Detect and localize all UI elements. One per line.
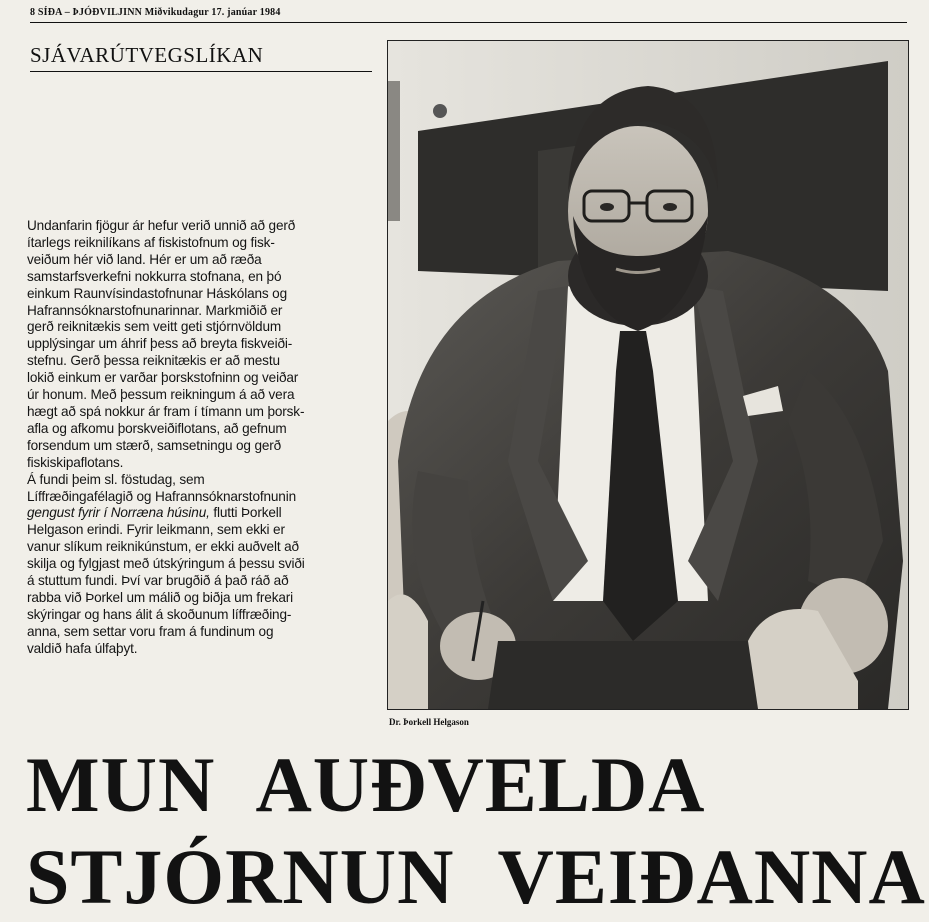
lede-line: hægt að spá nokkur ár fram í tímann um þorsk-	[27, 403, 305, 419]
headline-line-1: MUN AUÐVELDA	[26, 741, 706, 828]
lede-line: samstarfsverkefni nokkurra stofnana, en þó	[27, 268, 282, 284]
lede-line: fiskiskipaflotans.	[27, 454, 124, 470]
lede-italic-text: gengust fyrir í Norræna húsinu,	[27, 505, 210, 521]
lede-line: einkum Raunvísindastofnunar Háskólans og	[27, 285, 287, 301]
lede-line: Helgason erindi. Fyrir leikmann, sem ekki er	[27, 522, 285, 538]
lede-line: anna, sem settar voru fram á fundinum og	[27, 623, 274, 639]
lede-line: veiðum hér við land. Hér er um að ræða	[27, 251, 262, 267]
lede-line: ítarlegs reiknilíkans af fiskistofnum og fisk-	[27, 234, 275, 250]
lede-line: Hafrannsóknarstofnunarinnar. Markmiðið er	[27, 302, 283, 318]
lede-line: gerð reiknitækis sem veitt geti stjórnvöldum	[27, 319, 282, 335]
running-head: 8 SÍÐA – ÞJÓÐVILJINN Miðvikudagur 17. janúar 1984	[30, 7, 281, 18]
lede-line: úr honum. Með þessum reikningum á að vera	[27, 387, 295, 403]
lede-line: Á fundi þeim sl. föstudag, sem	[27, 471, 205, 487]
lede-line: vanur slíkum reiknikúnstum, er ekki auðvelt að	[27, 539, 299, 555]
lede-line: rabba við Þorkel um málið og biðja um frekari	[27, 589, 294, 605]
lede-line: skýringar og hans álit á skoðunum líffræðing-	[27, 606, 292, 622]
headline-line-2: STJÓRNUN VEIÐANNA	[26, 833, 926, 920]
lede-line: forsendum um stærð, samsetningu og gerð	[27, 437, 282, 453]
lede-line: Undanfarin fjögur ár hefur verið unnið að gerð	[27, 218, 296, 233]
lede-line: valdið hafa úlfaþyt.	[27, 640, 138, 656]
lede-paragraph	[27, 218, 377, 658]
kicker-rule	[30, 71, 372, 72]
photo-caption: Dr. Þorkell Helgason	[389, 717, 469, 727]
header-rule	[30, 22, 907, 23]
lede-line: á stuttum fundi. Því var brugðið á það ráð að	[27, 573, 289, 589]
section-kicker: SJÁVARÚTVEGSLÍKAN	[30, 43, 264, 67]
lede-line: afla og afkomu þorskveiðiflotans, að gefnum	[27, 420, 287, 436]
lede-line: skilja og fylgjast með útskýringum á þessu sviði	[27, 556, 305, 572]
lede-line: upplýsingar um áhrif þess að breyta fiskveiði-	[27, 336, 293, 352]
lede-line: Líffræðingafélagið og Hafrannsóknarstofnunin	[27, 488, 296, 504]
lede-line: stefnu. Gerð þessa reiknitækis er að mestu	[27, 353, 280, 369]
portrait-photo	[387, 40, 909, 710]
lede-line: gengust fyrir í Norræna húsinu, flutti Þorkell	[27, 505, 282, 521]
lede-line: lokið einkum er varðar þorskstofninn og veiðar	[27, 370, 299, 386]
